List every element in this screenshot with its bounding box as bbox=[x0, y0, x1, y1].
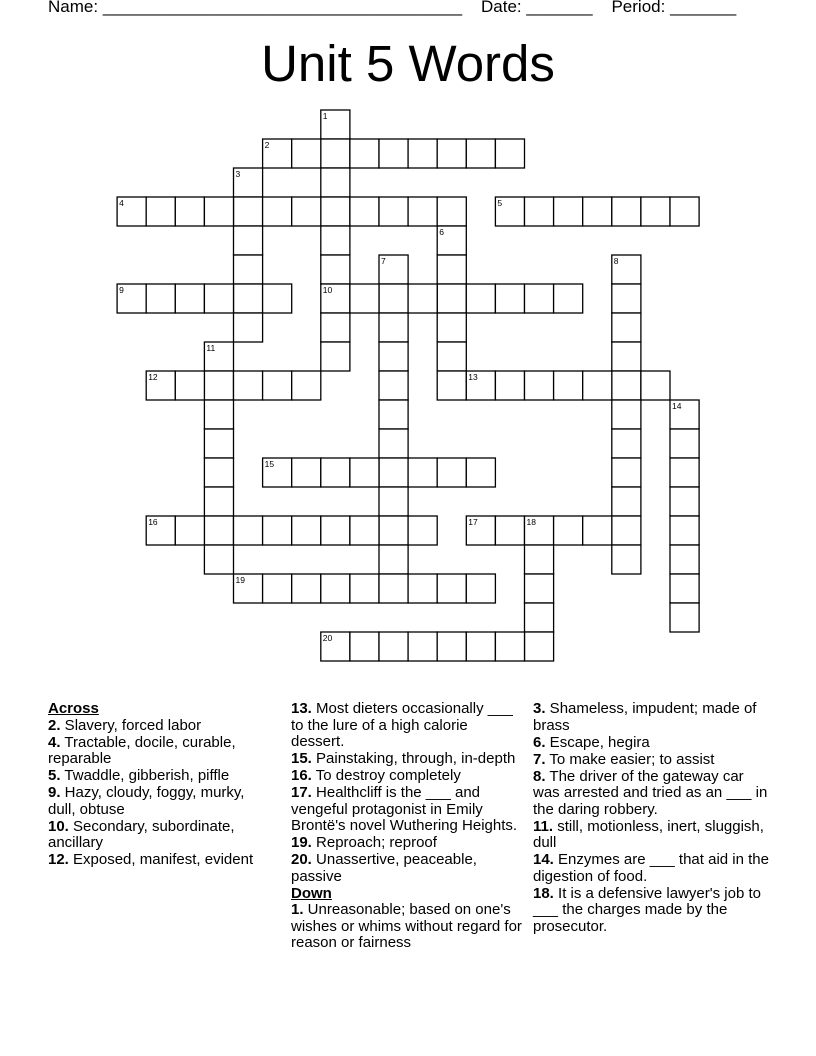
clue-number: 9. bbox=[48, 784, 61, 801]
clue-text: Healthcliff is the ___ and vengeful protagonist in Emily Brontë's novel Wuthering Heights. bbox=[291, 784, 518, 834]
down-heading: Down bbox=[291, 884, 332, 902]
cell-number: 19 bbox=[235, 575, 245, 585]
grid-cell[interactable] bbox=[495, 284, 524, 313]
clue-number: 3. bbox=[533, 700, 546, 717]
grid-cell[interactable] bbox=[554, 371, 583, 400]
down-clue bbox=[291, 902, 523, 952]
grid-cell[interactable] bbox=[204, 429, 233, 458]
grid-cell[interactable] bbox=[146, 284, 175, 313]
page-title: Unit 5 Words bbox=[261, 35, 555, 92]
grid-cell[interactable] bbox=[350, 139, 379, 168]
cell-number: 2 bbox=[264, 140, 270, 150]
grid-cell[interactable] bbox=[612, 197, 641, 226]
across-clue bbox=[291, 768, 523, 785]
grid-cell[interactable] bbox=[379, 545, 408, 574]
across-clue bbox=[48, 785, 276, 818]
grid-cell[interactable] bbox=[525, 197, 554, 226]
grid-cell[interactable] bbox=[292, 139, 321, 168]
grid-cell[interactable] bbox=[437, 284, 466, 313]
grid-cell[interactable] bbox=[437, 313, 466, 342]
grid-cell[interactable] bbox=[612, 400, 641, 429]
across-clue bbox=[48, 819, 276, 852]
grid-cell[interactable] bbox=[204, 371, 233, 400]
cell-number: 6 bbox=[439, 227, 444, 237]
clue-text: Slavery, forced labor bbox=[60, 716, 202, 734]
grid-cell[interactable] bbox=[612, 284, 641, 313]
cell-number: 9 bbox=[119, 285, 124, 295]
clue-number: 4. bbox=[48, 733, 61, 751]
grid-cell[interactable] bbox=[554, 516, 583, 545]
cell-number: 3 bbox=[235, 169, 241, 179]
grid-cell[interactable] bbox=[408, 458, 437, 487]
down-clue bbox=[533, 752, 769, 769]
grid-cell[interactable] bbox=[408, 516, 437, 545]
grid-cell[interactable] bbox=[234, 284, 263, 313]
clue-column-3 bbox=[533, 701, 769, 936]
clue-text: Escape, hegira bbox=[545, 733, 650, 751]
cell-number: 1 bbox=[322, 111, 328, 121]
grid-cell[interactable] bbox=[641, 197, 670, 226]
grid-cell[interactable] bbox=[234, 255, 263, 284]
grid-cell[interactable] bbox=[350, 458, 379, 487]
grid-cell[interactable] bbox=[670, 458, 699, 487]
across-clue bbox=[291, 835, 523, 852]
grid-cell[interactable] bbox=[175, 516, 204, 545]
clue-number: 20. bbox=[291, 851, 312, 868]
grid-cell[interactable] bbox=[146, 197, 175, 226]
grid-cell[interactable] bbox=[379, 458, 408, 487]
down-clue bbox=[533, 886, 769, 936]
grid-cell[interactable] bbox=[263, 284, 292, 313]
grid-cell[interactable] bbox=[495, 632, 524, 661]
grid-cell[interactable] bbox=[175, 197, 204, 226]
grid-cell[interactable] bbox=[670, 487, 699, 516]
across-clue bbox=[48, 852, 276, 869]
cell-number: 15 bbox=[264, 459, 275, 469]
down-clue bbox=[533, 769, 769, 819]
across-clue bbox=[48, 768, 276, 785]
down-clue bbox=[533, 819, 769, 852]
grid-cell[interactable] bbox=[612, 313, 641, 342]
cell-number: 13 bbox=[468, 372, 478, 382]
clue-text: To destroy completely bbox=[311, 767, 461, 784]
grid-cell[interactable] bbox=[204, 197, 233, 226]
grid-cell[interactable] bbox=[437, 255, 466, 284]
clue-number: 18. bbox=[533, 884, 554, 902]
across-clue bbox=[291, 701, 523, 751]
grid-cell[interactable] bbox=[379, 371, 408, 400]
grid-cell[interactable] bbox=[379, 139, 408, 168]
grid-cell[interactable] bbox=[379, 574, 408, 603]
grid-cell[interactable] bbox=[379, 632, 408, 661]
grid-cell[interactable] bbox=[350, 197, 379, 226]
clue-number: 11. bbox=[533, 817, 554, 835]
clue-number: 10. bbox=[48, 817, 69, 835]
grid-cell[interactable] bbox=[292, 574, 321, 603]
across-clue bbox=[291, 852, 523, 885]
grid-cell[interactable] bbox=[350, 574, 379, 603]
grid-cell[interactable] bbox=[321, 197, 350, 226]
across-clue bbox=[48, 718, 276, 735]
grid-cell[interactable] bbox=[437, 371, 466, 400]
clue-text: still, motionless, inert, sluggish, dull bbox=[533, 817, 764, 851]
grid-cell[interactable] bbox=[263, 371, 292, 400]
grid-cell[interactable] bbox=[525, 545, 554, 574]
cell-number: 8 bbox=[613, 256, 619, 266]
grid-cell[interactable] bbox=[379, 429, 408, 458]
clue-number: 5. bbox=[48, 767, 61, 784]
grid-cell[interactable] bbox=[234, 197, 263, 226]
cell-number: 11 bbox=[206, 343, 216, 353]
cell-number: 17 bbox=[468, 517, 478, 527]
grid-cell[interactable] bbox=[495, 139, 524, 168]
cell-number: 4 bbox=[119, 198, 124, 208]
cell-number: 5 bbox=[497, 198, 503, 208]
grid-cell[interactable] bbox=[234, 313, 263, 342]
clue-text: The driver of the gateway car was arrested and tried as an ___ in the daring robbery. bbox=[533, 767, 768, 818]
across-clue bbox=[291, 785, 523, 835]
period-blank[interactable]: _______ bbox=[670, 0, 737, 16]
clue-text: Shameless, impudent; made of brass bbox=[533, 700, 757, 734]
name-label: Name: bbox=[48, 0, 99, 16]
grid-cell[interactable] bbox=[437, 458, 466, 487]
clue-number: 2. bbox=[48, 716, 61, 734]
grid-cell[interactable] bbox=[321, 574, 350, 603]
clue-text: Tractable, docile, curable, reparable bbox=[48, 733, 236, 767]
grid-cell[interactable] bbox=[408, 574, 437, 603]
across-heading: Across bbox=[48, 700, 99, 717]
clue-number: 15. bbox=[291, 750, 312, 767]
down-clue bbox=[533, 701, 769, 734]
grid-cell[interactable] bbox=[525, 603, 554, 632]
grid-cell[interactable] bbox=[583, 516, 612, 545]
cell-number: 10 bbox=[322, 285, 333, 295]
grid-cell[interactable] bbox=[525, 371, 554, 400]
grid-cell[interactable] bbox=[321, 255, 350, 284]
clue-text: Painstaking, through, in-depth bbox=[311, 750, 516, 767]
grid-cell[interactable] bbox=[292, 458, 321, 487]
clue-column-1 bbox=[48, 701, 276, 869]
grid-cell[interactable] bbox=[466, 139, 495, 168]
grid-cell[interactable] bbox=[612, 342, 641, 371]
cell-number: 12 bbox=[148, 372, 158, 382]
grid-cell[interactable] bbox=[321, 516, 350, 545]
clue-number: 19. bbox=[291, 834, 312, 851]
clue-number: 8. bbox=[533, 767, 546, 785]
grid-cell[interactable] bbox=[263, 516, 292, 545]
grid-cell[interactable] bbox=[670, 574, 699, 603]
grid-cell[interactable] bbox=[350, 632, 379, 661]
clue-text: Secondary, subordinate, ancillary bbox=[48, 817, 235, 851]
grid-cell[interactable] bbox=[204, 545, 233, 574]
clue-number: 12. bbox=[48, 851, 69, 868]
grid-cell[interactable] bbox=[234, 371, 263, 400]
grid-cell[interactable] bbox=[408, 632, 437, 661]
down-clue bbox=[533, 852, 769, 885]
grid-cell[interactable] bbox=[670, 429, 699, 458]
grid-cell[interactable] bbox=[437, 574, 466, 603]
clue-text: Unassertive, peaceable, passive bbox=[291, 851, 477, 885]
grid-cell[interactable] bbox=[612, 458, 641, 487]
grid-cell[interactable] bbox=[495, 371, 524, 400]
clue-number: 17. bbox=[291, 784, 312, 801]
grid-cell[interactable] bbox=[321, 226, 350, 255]
clue-text: Reproach; reproof bbox=[311, 834, 437, 851]
grid-cell[interactable] bbox=[379, 342, 408, 371]
grid-cell[interactable] bbox=[379, 487, 408, 516]
cell-number: 7 bbox=[381, 256, 386, 266]
grid-cell[interactable] bbox=[466, 284, 495, 313]
date-label: Date: bbox=[481, 0, 522, 16]
clue-text: It is a defensive lawyer's job to ___ the charges made by the prosecutor. bbox=[533, 884, 761, 935]
grid-cell[interactable] bbox=[437, 139, 466, 168]
grid-cell[interactable] bbox=[495, 516, 524, 545]
grid-cell[interactable] bbox=[408, 139, 437, 168]
grid-cell[interactable] bbox=[612, 371, 641, 400]
grid-cell[interactable] bbox=[670, 197, 699, 226]
cell-number: 18 bbox=[526, 517, 536, 527]
grid-cell[interactable] bbox=[204, 487, 233, 516]
grid-cell[interactable] bbox=[234, 516, 263, 545]
grid-cell[interactable] bbox=[583, 197, 612, 226]
clue-number: 14. bbox=[533, 851, 554, 868]
grid-cell[interactable] bbox=[379, 313, 408, 342]
grid-cell[interactable] bbox=[321, 168, 350, 197]
down-clue bbox=[533, 735, 769, 752]
cell-number: 16 bbox=[148, 517, 158, 527]
clue-number: 16. bbox=[291, 767, 312, 784]
grid-cell[interactable] bbox=[292, 371, 321, 400]
grid-cell[interactable] bbox=[175, 284, 204, 313]
clue-text: To make easier; to assist bbox=[545, 750, 715, 768]
grid-cell[interactable] bbox=[583, 371, 612, 400]
grid-cell[interactable] bbox=[466, 632, 495, 661]
clue-text: Enzymes are ___ that aid in the digestion of food. bbox=[533, 851, 769, 885]
clue-text: Twaddle, gibberish, piffle bbox=[60, 767, 230, 784]
clue-number: 7. bbox=[533, 750, 546, 768]
date-blank[interactable]: _______ bbox=[526, 0, 593, 16]
grid-cell[interactable] bbox=[670, 545, 699, 574]
clue-number: 1. bbox=[291, 901, 304, 918]
cell-number: 14 bbox=[672, 401, 682, 411]
grid-cell[interactable] bbox=[437, 342, 466, 371]
grid-cell[interactable] bbox=[612, 516, 641, 545]
clue-column-2 bbox=[291, 701, 523, 952]
clue-text: Exposed, manifest, evident bbox=[68, 851, 254, 868]
grid-cell[interactable] bbox=[408, 197, 437, 226]
grid-cell[interactable] bbox=[379, 284, 408, 313]
name-blank[interactable]: ______________________________________ bbox=[102, 0, 463, 16]
clue-text: Most dieters occasionally ___ to the lure of a high calorie dessert. bbox=[291, 700, 513, 750]
grid-cell[interactable] bbox=[204, 400, 233, 429]
grid-cell[interactable] bbox=[204, 516, 233, 545]
grid-cell[interactable] bbox=[321, 342, 350, 371]
grid-cell[interactable] bbox=[350, 284, 379, 313]
grid-cell[interactable] bbox=[321, 313, 350, 342]
grid-cell[interactable] bbox=[554, 284, 583, 313]
grid-cell[interactable] bbox=[437, 632, 466, 661]
grid-cell[interactable] bbox=[292, 516, 321, 545]
grid-cell[interactable] bbox=[379, 400, 408, 429]
clue-text: Unreasonable; based on one's wishes or whims without regard for reason or fairness bbox=[291, 901, 522, 951]
period-label: Period: bbox=[611, 0, 666, 16]
grid-cell[interactable] bbox=[525, 632, 554, 661]
clue-text: Hazy, cloudy, foggy, murky, dull, obtuse bbox=[48, 784, 245, 818]
grid-cell[interactable] bbox=[350, 516, 379, 545]
grid-cell[interactable] bbox=[292, 197, 321, 226]
grid-cell[interactable] bbox=[437, 197, 466, 226]
grid-cell[interactable] bbox=[525, 284, 554, 313]
grid-cell[interactable] bbox=[204, 458, 233, 487]
across-clue bbox=[291, 751, 523, 768]
grid-cell[interactable] bbox=[612, 545, 641, 574]
grid-cell[interactable] bbox=[321, 458, 350, 487]
grid-cell[interactable] bbox=[525, 574, 554, 603]
grid-cell[interactable] bbox=[670, 516, 699, 545]
grid-cell[interactable] bbox=[379, 516, 408, 545]
grid-cell[interactable] bbox=[175, 371, 204, 400]
grid-cell[interactable] bbox=[204, 284, 233, 313]
grid-cell[interactable] bbox=[612, 487, 641, 516]
grid-cell[interactable] bbox=[466, 574, 495, 603]
grid-cell[interactable] bbox=[263, 197, 292, 226]
grid-cell[interactable] bbox=[641, 371, 670, 400]
grid-cell[interactable] bbox=[670, 603, 699, 632]
grid-cell[interactable] bbox=[612, 429, 641, 458]
grid-cell[interactable] bbox=[234, 226, 263, 255]
clue-number: 6. bbox=[533, 733, 546, 751]
cell-number: 20 bbox=[322, 633, 333, 643]
across-clue bbox=[48, 735, 276, 768]
grid-cell[interactable] bbox=[321, 139, 350, 168]
grid-cell[interactable] bbox=[408, 284, 437, 313]
grid-cell[interactable] bbox=[379, 197, 408, 226]
clue-number: 13. bbox=[291, 700, 312, 717]
grid-cell[interactable] bbox=[263, 574, 292, 603]
grid-cell[interactable] bbox=[466, 458, 495, 487]
grid-cell[interactable] bbox=[554, 197, 583, 226]
